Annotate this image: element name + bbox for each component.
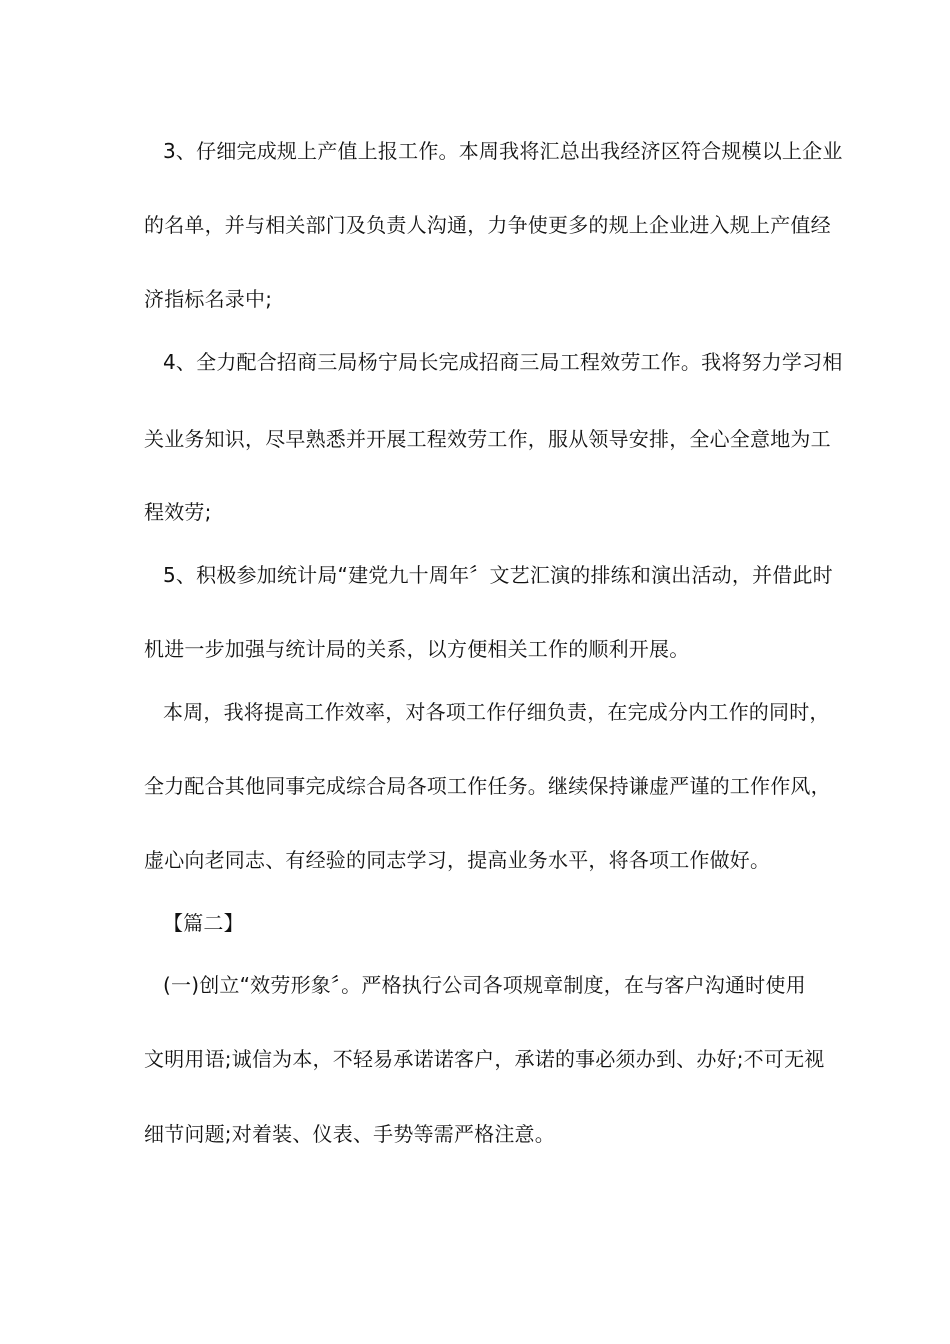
paragraph-5-line-1: 5、积极参加统计局“建党九十周年〞文艺汇演的排练和演出活动，并借此时 — [163, 563, 833, 587]
summary-paragraph-line-2: 全力配合其他同事完成综合局各项工作任务。继续保持谦虚严谨的工作作风， — [144, 774, 831, 798]
paragraph-5-line-2: 机进一步加强与统计局的关系，以方便相关工作的顺利开展。 — [144, 637, 690, 661]
section-item-1-line-1: (一)创立“效劳形象〞。严格执行公司各项规章制度，在与客户沟通时使用 — [163, 973, 806, 997]
paragraph-4-line-3: 程效劳; — [144, 500, 212, 524]
paragraph-3-line-3: 济指标名录中; — [144, 287, 273, 311]
paragraph-3-line-2: 的名单，并与相关部门及负责人沟通，力争使更多的规上企业进入规上产值经 — [144, 213, 831, 237]
summary-paragraph-line-3: 虚心向老同志、有经验的同志学习，提高业务水平，将各项工作做好。 — [144, 848, 771, 872]
section-item-1-line-3: 细节问题;对着装、仪表、手势等需严格注意。 — [144, 1122, 555, 1146]
paragraph-4-line-2: 关业务知识，尽早熟悉并开展工程效劳工作，服从领导安排，全心全意地为工 — [144, 427, 831, 451]
paragraph-4-line-1: 4、全力配合招商三局杨宁局长完成招商三局工程效劳工作。我将努力学习相 — [163, 350, 843, 374]
summary-paragraph-line-1: 本周，我将提高工作效率，对各项工作仔细负责，在完成分内工作的同时， — [163, 700, 830, 724]
paragraph-3-line-1: 3、仔细完成规上产值上报工作。本周我将汇总出我经济区符合规模以上企业 — [163, 139, 843, 163]
section-item-1-line-2: 文明用语;诚信为本，不轻易承诺诺客户，承诺的事必须办到、办好;不可无视 — [144, 1047, 825, 1071]
section-heading: 【篇二】 — [163, 911, 244, 935]
